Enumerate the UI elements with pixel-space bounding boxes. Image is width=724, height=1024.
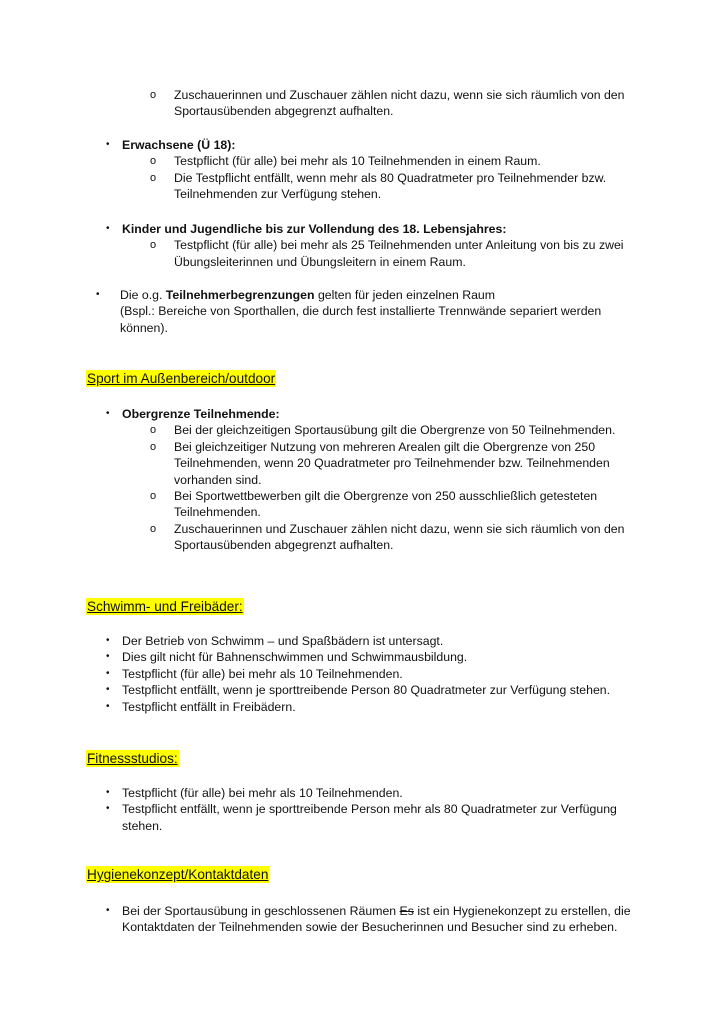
adults-item: o Testpflicht (für alle) bei mehr als 10 Teilnehmenden in einem Raum. <box>150 154 541 169</box>
youth-item: o Testpflicht (für alle) bei mehr als 25 Teilnehmenden unter Anleitung von bis zu zwei Übungsleiterinnen und Übungsleitern in einem Raum. <box>150 238 624 269</box>
outdoor-item: o Bei gleichzeitiger Nutzung von mehreren Arealen gilt die Obergrenze von 250 Teilnehmenden, wenn 20 Quadratmeter pro Teilnehmender bzw. Teilnehmenden vorhanden sind. <box>150 439 610 487</box>
pools-heading: Schwimm- und Freibäder: <box>87 599 243 614</box>
outdoor-heading: Sport im Außenbereich/outdoor <box>87 371 276 386</box>
list-item: • Testpflicht (für alle) bei mehr als 10 Teilnehmenden. <box>106 786 403 800</box>
sub-bullet: o <box>150 522 157 535</box>
list-item: • Testpflicht entfällt, wenn je sporttreibende Person mehr als 80 Quadratmeter zur Verfügung stehen. <box>106 802 617 833</box>
adults-item: o Die Testpflicht entfällt, wenn mehr als 80 Quadratmeter pro Teilnehmender bzw. Teilnehmenden zur Verfügung stehen. <box>150 170 607 202</box>
bullet: • <box>106 223 110 234</box>
bullet: • <box>106 139 110 150</box>
list-item: • Testpflicht entfällt in Freibädern. <box>106 699 296 714</box>
list-item: • Dies gilt nicht für Bahnenschwimmen und Schwimmausbildung. <box>106 650 468 665</box>
list-item: • Bei der Sportausübung in geschlossenen Räumen Es ist ein Hygienekonzept zu erstellen, die Kontaktdaten der Teilnehmenden sowie der Besucherinnen und Besucher sind zu erheben. <box>106 904 631 935</box>
hygiene-heading: Hygienekonzept/Kontaktdaten <box>87 867 269 882</box>
hygiene-list <box>106 903 631 936</box>
fitness-heading: Fitnessstudios: <box>87 751 178 766</box>
struck-text: Es <box>399 904 414 918</box>
adults-block <box>106 137 606 203</box>
bullet: • <box>106 408 110 419</box>
outdoor-item: o Bei der gleichzeitigen Sportausübung gilt die Obergrenze von 50 Teilnehmenden. <box>150 423 616 438</box>
sub-bullet: o <box>150 490 157 503</box>
sub-bullet: o <box>150 155 157 168</box>
sub-bullet: o <box>150 440 157 453</box>
list-item: • Testpflicht entfällt, wenn je sporttreibende Person 80 Quadratmeter zur Verfügung stehen. <box>106 683 611 698</box>
adults-title: Erwachsene (Ü 18): <box>122 138 236 152</box>
youth-block <box>106 221 624 270</box>
sub-bullet: o <box>150 89 157 101</box>
limits-note: • Die o.g. Teilnehmerbegrenzungen gelten für jeden einzelnen Raum (Bspl.: Bereiche von Sporthallen, die durch fest installierte Trennwände separiert werden können). <box>96 288 602 335</box>
sub-bullet: o <box>150 424 157 437</box>
outdoor-title: Obergrenze Teilnehmende: <box>122 407 280 421</box>
pools-list <box>106 633 610 715</box>
outdoor-item: o Zuschauerinnen und Zuschauer zählen nicht dazu, wenn sie sich räumlich von den Sportausübenden abgegrenzt aufhalten. <box>150 521 625 553</box>
outdoor-item: o Bei Sportwettbewerben gilt die Obergrenze von 250 ausschließlich getesteten Teilnehmenden. <box>150 489 598 520</box>
sub-bullet: o <box>150 171 157 184</box>
list-item: • Testpflicht (für alle) bei mehr als 10 Teilnehmenden. <box>106 666 403 681</box>
list-item: • Der Betrieb von Schwimm – und Spaßbädern ist untersagt. <box>106 634 444 648</box>
sub-bullet: o <box>150 239 157 252</box>
bullet: • <box>96 289 100 300</box>
youth-title: Kinder und Jugendliche bis zur Vollendung des 18. Lebensjahres: <box>122 222 507 236</box>
spectator-item-top: o Zuschauerinnen und Zuschauer zählen nicht dazu, wenn sie sich räumlich von den Sportausübenden abgegrenzt aufhalten. <box>150 88 625 119</box>
outdoor-block <box>106 406 624 554</box>
fitness-list <box>106 785 617 834</box>
